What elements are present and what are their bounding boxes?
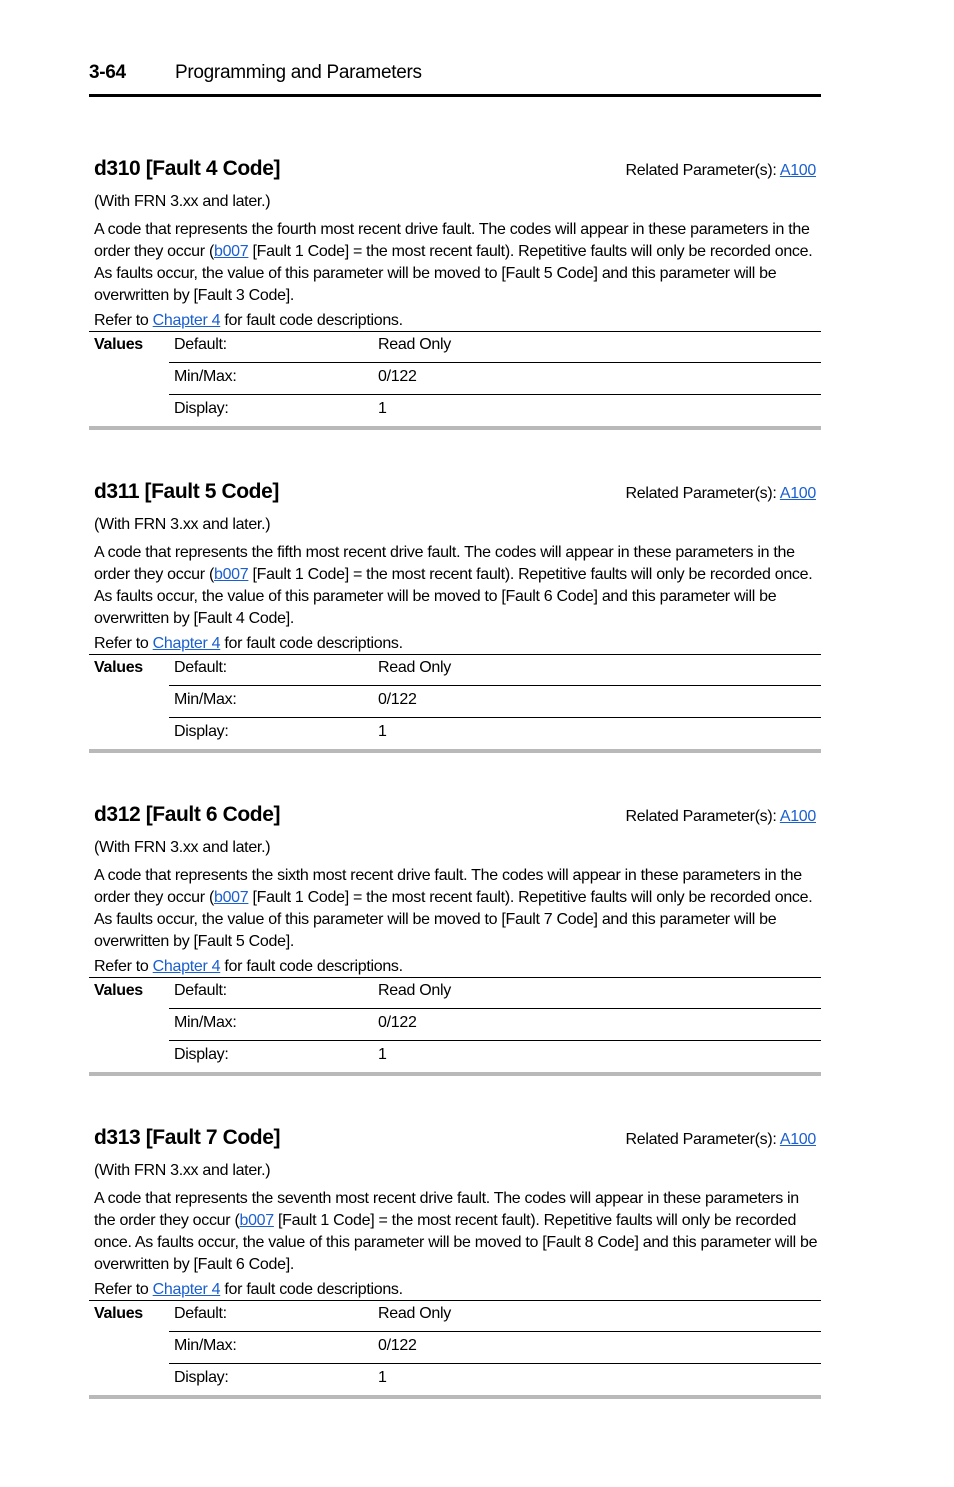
row-key: Min/Max: bbox=[174, 691, 237, 708]
link-b007[interactable]: b007 bbox=[213, 243, 249, 260]
related-parameters bbox=[625, 1131, 816, 1149]
link-chapter-4[interactable]: Chapter 4 bbox=[152, 312, 221, 329]
values-label: Values bbox=[94, 336, 143, 353]
table-row bbox=[169, 363, 821, 395]
table-row bbox=[169, 686, 821, 718]
parameter-d312 bbox=[89, 803, 821, 1103]
table-row bbox=[169, 1009, 821, 1041]
link-b007[interactable]: b007 bbox=[239, 1212, 274, 1229]
row-key: Default: bbox=[174, 982, 227, 999]
values-table bbox=[89, 654, 821, 752]
row-value: Read Only bbox=[378, 336, 451, 353]
frn-note: (With FRN 3.xx and later.) bbox=[94, 839, 271, 856]
table-row bbox=[169, 1300, 821, 1332]
page-number: 3-64 bbox=[89, 62, 126, 83]
link-chapter-4[interactable]: Chapter 4 bbox=[152, 635, 221, 652]
table-row bbox=[169, 977, 821, 1009]
description-text: [Fault 1 Code] = the most recent fault). Repetitive faults will only be recorded once. As faults occur, the value of this parameter will be moved to [Fault 7 Code] and this parameter will be overwritten by [Fault 5 Code]. bbox=[94, 889, 813, 950]
header-rule bbox=[89, 94, 821, 97]
refer-text: Refer to bbox=[94, 1281, 153, 1298]
related-link-a100[interactable]: A100 bbox=[779, 162, 816, 179]
link-b007[interactable]: b007 bbox=[213, 566, 249, 583]
refer-text: Refer to bbox=[94, 312, 153, 329]
parameter-description bbox=[94, 1188, 822, 1276]
values-label: Values bbox=[94, 982, 143, 999]
description-text: A code that represents the fifth most recent drive fault. The codes will appear in these parameters in the order they occur ( bbox=[94, 544, 795, 583]
parameter-d310 bbox=[89, 157, 821, 457]
refer-note bbox=[94, 312, 403, 330]
related-link-a100[interactable]: A100 bbox=[779, 485, 816, 502]
refer-text: for fault code descriptions. bbox=[220, 312, 403, 329]
row-key: Min/Max: bbox=[174, 368, 237, 385]
row-key: Default: bbox=[174, 659, 227, 676]
refer-note bbox=[94, 958, 403, 976]
page-header bbox=[89, 60, 821, 96]
description-text: A code that represents the sixth most recent drive fault. The codes will appear in these parameters in the order they occur ( bbox=[94, 867, 802, 906]
parameter-title: d310 [Fault 4 Code] bbox=[94, 157, 281, 180]
values-label: Values bbox=[94, 659, 143, 676]
parameter-description bbox=[94, 542, 822, 630]
row-value: 0/122 bbox=[378, 1014, 417, 1031]
table-row bbox=[169, 395, 821, 427]
row-value: 1 bbox=[378, 723, 387, 740]
description-text: A code that represents the fourth most recent drive fault. The codes will appear in these parameters in the order they occur ( bbox=[94, 221, 810, 260]
refer-text: Refer to bbox=[94, 635, 153, 652]
row-value: 1 bbox=[378, 400, 387, 417]
row-value: 1 bbox=[378, 1369, 387, 1386]
values-label: Values bbox=[94, 1305, 143, 1322]
description-text: A code that represents the seventh most recent drive fault. The codes will appear in these parameters in the order they occur ( bbox=[94, 1190, 799, 1229]
related-parameters bbox=[625, 485, 816, 503]
parameter-title: d313 [Fault 7 Code] bbox=[94, 1126, 281, 1149]
row-key: Default: bbox=[174, 336, 227, 353]
row-key: Min/Max: bbox=[174, 1337, 237, 1354]
refer-note bbox=[94, 635, 403, 653]
related-parameters bbox=[625, 808, 816, 826]
table-bottom-rule bbox=[89, 749, 821, 753]
table-row bbox=[169, 1041, 821, 1073]
refer-text: for fault code descriptions. bbox=[220, 635, 403, 652]
frn-note: (With FRN 3.xx and later.) bbox=[94, 1162, 271, 1179]
row-key: Min/Max: bbox=[174, 1014, 237, 1031]
related-label: Related Parameter(s): bbox=[625, 485, 777, 502]
description-text: [Fault 1 Code] = the most recent fault). Repetitive faults will only be recorded once. As faults occur, the value of this parameter will be moved to [Fault 5 Code] and this parameter will be overwritten by [Fault 3 Code]. bbox=[94, 243, 813, 304]
table-row bbox=[169, 718, 821, 750]
link-b007[interactable]: b007 bbox=[213, 889, 249, 906]
values-table bbox=[89, 331, 821, 429]
row-value: 0/122 bbox=[378, 1337, 417, 1354]
row-key: Display: bbox=[174, 1369, 229, 1386]
table-row bbox=[169, 654, 821, 686]
row-key: Display: bbox=[174, 400, 229, 417]
parameter-d313 bbox=[89, 1126, 821, 1426]
parameter-description bbox=[94, 219, 822, 307]
row-key: Display: bbox=[174, 723, 229, 740]
related-link-a100[interactable]: A100 bbox=[779, 1131, 816, 1148]
row-key: Display: bbox=[174, 1046, 229, 1063]
related-label: Related Parameter(s): bbox=[625, 808, 777, 825]
table-bottom-rule bbox=[89, 1072, 821, 1076]
parameter-d311 bbox=[89, 480, 821, 780]
related-label: Related Parameter(s): bbox=[625, 162, 777, 179]
description-text: [Fault 1 Code] = the most recent fault). Repetitive faults will only be recorded once. As faults occur, the value of this parameter will be moved to [Fault 8 Code] and this parameter will be overwritten by [Fault 6 Code]. bbox=[94, 1212, 818, 1273]
row-value: Read Only bbox=[378, 659, 451, 676]
parameter-title: d311 [Fault 5 Code] bbox=[94, 480, 279, 503]
row-value: 0/122 bbox=[378, 368, 417, 385]
parameter-title: d312 [Fault 6 Code] bbox=[94, 803, 281, 826]
frn-note: (With FRN 3.xx and later.) bbox=[94, 193, 271, 210]
row-value: 0/122 bbox=[378, 691, 417, 708]
description-text: [Fault 1 Code] = the most recent fault). Repetitive faults will only be recorded once. As faults occur, the value of this parameter will be moved to [Fault 6 Code] and this parameter will be overwritten by [Fault 4 Code]. bbox=[94, 566, 813, 627]
parameter-description bbox=[94, 865, 822, 953]
row-value: Read Only bbox=[378, 982, 451, 999]
related-label: Related Parameter(s): bbox=[625, 1131, 777, 1148]
row-value: 1 bbox=[378, 1046, 387, 1063]
frn-note: (With FRN 3.xx and later.) bbox=[94, 516, 271, 533]
row-key: Default: bbox=[174, 1305, 227, 1322]
table-row bbox=[169, 1364, 821, 1396]
table-bottom-rule bbox=[89, 1395, 821, 1399]
table-row bbox=[169, 331, 821, 363]
row-value: Read Only bbox=[378, 1305, 451, 1322]
table-row bbox=[169, 1332, 821, 1364]
values-table bbox=[89, 977, 821, 1075]
table-bottom-rule bbox=[89, 426, 821, 430]
refer-text: for fault code descriptions. bbox=[220, 1281, 403, 1298]
refer-text: for fault code descriptions. bbox=[220, 958, 403, 975]
refer-text: Refer to bbox=[94, 958, 153, 975]
link-chapter-4[interactable]: Chapter 4 bbox=[152, 958, 221, 975]
related-link-a100[interactable]: A100 bbox=[779, 808, 816, 825]
related-parameters bbox=[625, 162, 816, 180]
link-chapter-4[interactable]: Chapter 4 bbox=[152, 1281, 221, 1298]
section-title: Programming and Parameters bbox=[175, 62, 422, 83]
values-table bbox=[89, 1300, 821, 1398]
refer-note bbox=[94, 1281, 403, 1299]
